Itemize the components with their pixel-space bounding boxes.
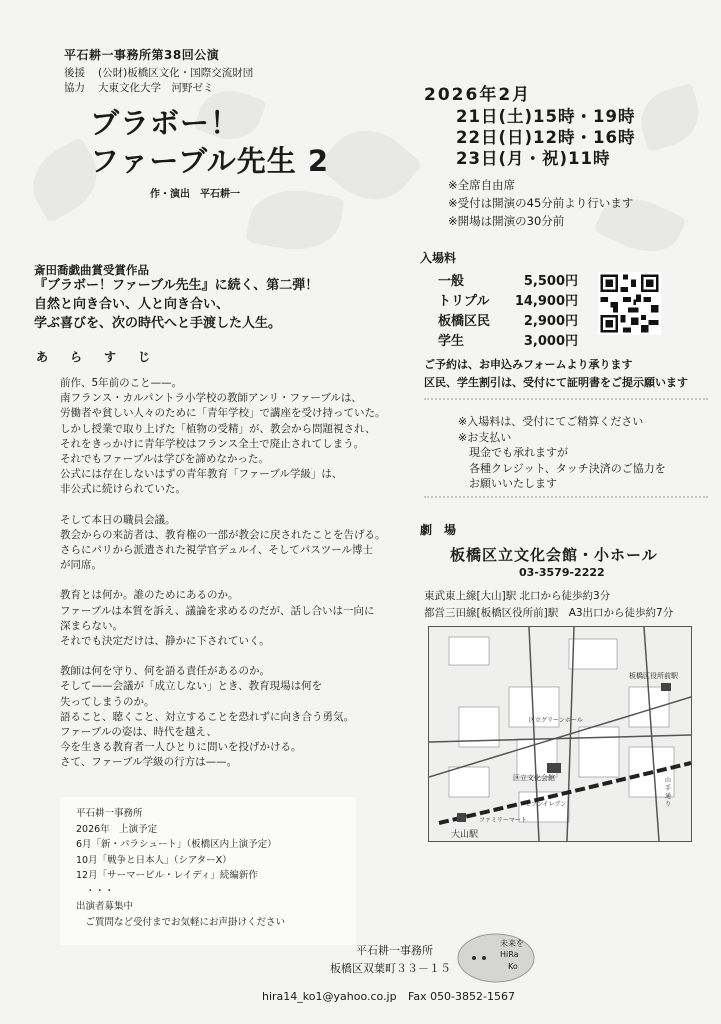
organizer-line: 平石耕一事務所第38回公演 xyxy=(64,48,220,62)
footer-email[interactable]: hira14_ko1@yahoo.co.jp xyxy=(262,990,397,1003)
synopsis-line: が同席。 xyxy=(60,559,102,572)
access-line: 東武東上線[大山]駅 北口から徒歩約3分 xyxy=(424,590,611,602)
synopsis-line: 失ってしまうのか。 xyxy=(60,695,155,708)
synopsis-heading-char: あ xyxy=(36,350,49,364)
logo-text: Ko xyxy=(508,962,518,971)
access-info xyxy=(424,588,673,622)
map-label-family: ファミリーマート xyxy=(479,817,527,824)
payment-info xyxy=(458,414,666,492)
hirako-logo xyxy=(456,928,538,984)
price-value: 5,500円 xyxy=(523,274,578,289)
qr-code-icon[interactable] xyxy=(598,272,661,335)
payment-line: 各種クレジット、タッチ決済のご協力を xyxy=(458,461,666,475)
venue-phone: 03-3579-2222 xyxy=(519,566,605,579)
price-name: 学生 xyxy=(438,334,465,349)
director-credit: 作・演出 平石耕一 xyxy=(150,189,240,200)
title-line-1: ブラボー！ xyxy=(90,106,241,140)
synopsis-line: そして本日の職員会議。 xyxy=(60,513,176,526)
play-title xyxy=(90,104,329,180)
synopsis-line: 労働者や貧しい人々のために「青年学校」で講座を受け持っていた。 xyxy=(60,407,386,420)
map-label-seven: セブンイレブン xyxy=(525,801,567,808)
schedule-notes xyxy=(448,176,633,230)
synopsis-line: ファーブルは本質を訴え、議論を求めるのだが、話し合いは一向に xyxy=(60,604,375,617)
map-label-hall: 区立文化会館 xyxy=(513,774,555,782)
synopsis-heading-char: じ xyxy=(138,350,151,364)
synopsis-line: 今を生きる教育者一人ひとりに問いを投げかける。 xyxy=(60,741,302,754)
map-label-yamate: 山手通り xyxy=(665,777,672,808)
map-label-cityhall: 板橋区役所前駅 xyxy=(629,672,678,680)
reservation-line: 区民、学生割引は、受付にて証明書をご提示願います xyxy=(424,376,688,389)
synopsis-line: 前作、5年前のこと——。 xyxy=(60,377,183,389)
support-label: 後援 xyxy=(64,67,85,79)
schedule-note: ※全席自由席 xyxy=(448,178,516,192)
upcoming-line: ・・・ xyxy=(76,885,115,897)
leaf-decoration xyxy=(245,183,344,258)
synopsis-line: それでも決定だけは、静かに下されていく。 xyxy=(60,635,270,648)
schedule-note: ※開場は開演の30分前 xyxy=(448,214,565,228)
upcoming-line: 6月「新・パラシュート」（板橋区内上演予定） xyxy=(76,839,277,850)
support-block xyxy=(64,66,253,96)
venue-heading: 劇 場 xyxy=(420,523,457,537)
payment-line: 現金でも承れますが xyxy=(458,446,568,459)
cooperation-value: 大東文化大学 河野ゼミ xyxy=(98,82,214,94)
upcoming-line: 12月「サーマービル・レイディ」続編新作 xyxy=(76,870,258,881)
synopsis-line: 教会からの来訪者は、教育権の一部が教会に戻されたことを告げる。 xyxy=(60,528,386,541)
lead-line: 学ぶ喜びを、次の時代へと手渡した人生。 xyxy=(34,316,282,331)
upcoming-line: 10月「戦争と日本人」（シアターX） xyxy=(76,854,232,866)
award-line: 斎田喬戯曲賞受賞作品 xyxy=(34,263,149,277)
logo-graphic xyxy=(456,928,538,984)
schedule-date: 22日(日)12時・16時 xyxy=(456,128,636,147)
synopsis-line: 教育とは何か。誰のためにあるのか。 xyxy=(60,589,239,602)
support-value: (公財)板橋区文化・国際交流財団 xyxy=(98,67,254,79)
synopsis-line: それでもファーブルは学びを諦めなかった。 xyxy=(60,453,269,466)
upcoming-line: 2026年 上演予定 xyxy=(76,823,158,835)
venue-marker-icon xyxy=(547,763,561,773)
price-value: 2,900円 xyxy=(523,314,578,329)
footer-org: 平石耕一事務所 xyxy=(356,944,433,957)
synopsis-text xyxy=(60,376,386,771)
upcoming-productions-box xyxy=(60,797,356,945)
upcoming-line: ご質問など受付までお気軽にお声掛けください xyxy=(76,916,286,928)
footer-address: 板橋区双葉町３３－１５ xyxy=(330,962,451,975)
synopsis-line: 非公式に続けられていた。 xyxy=(60,483,186,496)
synopsis-line: 公式には存在しないはずの青年教育「ファーブル学級」は、 xyxy=(60,468,343,481)
synopsis-heading xyxy=(36,348,162,368)
dotted-divider xyxy=(424,496,708,498)
logo-text: HiRa xyxy=(500,950,519,959)
upcoming-line: 出演者募集中 xyxy=(76,901,134,912)
synopsis-line: さらにパリから派遣された視学官デュルイ、そしてパスツール博士 xyxy=(60,544,374,557)
payment-line: ※お支払い xyxy=(458,430,512,444)
lead-line: 自然と向き合い、人と向き合い、 xyxy=(34,297,230,312)
dotted-divider xyxy=(424,398,708,400)
schedule-note: ※受付は開演の45分前より行います xyxy=(448,196,634,210)
lead-line: 『ブラボー！ファーブル先生』に続く、第二弾！ xyxy=(34,278,319,293)
synopsis-line: しかし授業で取り上げた「植物の受精」が、教会から問題視され、 xyxy=(60,422,376,435)
synopsis-line xyxy=(60,498,380,513)
synopsis-line: 南フランス・カルパントラ小学校の教師アンリ・ファーブルは、 xyxy=(60,392,362,405)
price-name: 板橋区民 xyxy=(438,314,491,329)
upcoming-line: 平石耕一事務所 xyxy=(76,808,143,819)
venue-name: 板橋区立文化会館・小ホール xyxy=(450,546,658,564)
cooperation-label: 協力 xyxy=(64,82,85,94)
synopsis-line: それをきっかけに青年学校はフランス全土で廃止されてしまう。 xyxy=(60,437,365,450)
map-label-green: 区立グリーンホール xyxy=(529,717,583,724)
synopsis-line xyxy=(60,649,380,664)
station-marker-icon xyxy=(661,683,671,691)
schedule-date: 21日(土)15時・19時 xyxy=(456,107,636,126)
synopsis-heading-char: す xyxy=(104,350,117,364)
synopsis-line: 語ること、聴くこと、対立することを恐れずに向き合う勇気。 xyxy=(60,710,354,723)
synopsis-line: 教師は何を守り、何を語る責任があるのか。 xyxy=(60,665,270,678)
price-name: 一般 xyxy=(438,274,465,289)
map-label-station: 大山駅 xyxy=(451,830,479,840)
access-map[interactable] xyxy=(428,626,692,842)
lead-copy xyxy=(34,276,318,333)
synopsis-line xyxy=(60,573,380,588)
synopsis-line: 深まらない。 xyxy=(60,619,123,632)
price-name: トリプル xyxy=(438,294,490,309)
reservation-line: ご予約は、お申込みフォームより承ります xyxy=(424,358,633,371)
synopsis-line: そして——会議が「成立しない」とき、教育現場は何を xyxy=(60,680,323,693)
synopsis-line: ファーブルの姿は、時代を越え、 xyxy=(60,726,217,739)
synopsis-line: さて、ファーブル学級の行方は——。 xyxy=(60,756,238,769)
logo-text: 未来を xyxy=(500,939,524,948)
price-value: 3,000円 xyxy=(523,334,578,349)
schedule-date: 23日(月・祝)11時 xyxy=(456,149,611,168)
station-marker-icon xyxy=(457,813,466,822)
map-graphic xyxy=(429,627,691,841)
payment-line: お願いいたします xyxy=(458,477,557,490)
synopsis-heading-char: ら xyxy=(70,350,83,364)
access-line: 都営三田線[板橋区役所前]駅 A3出口から徒歩約7分 xyxy=(424,607,674,619)
payment-line: ※入場料は、受付にてご精算ください xyxy=(458,415,644,428)
schedule-month: 2026年2月 xyxy=(424,85,532,105)
title-line-2: ファーブル先生 2 xyxy=(90,144,330,178)
leaf-decoration xyxy=(634,83,706,152)
price-value: 14,900円 xyxy=(514,294,578,309)
footer-fax: Fax 050-3852-1567 xyxy=(408,990,515,1003)
tickets-heading: 入場料 xyxy=(420,251,457,265)
reservation-info xyxy=(424,356,688,392)
